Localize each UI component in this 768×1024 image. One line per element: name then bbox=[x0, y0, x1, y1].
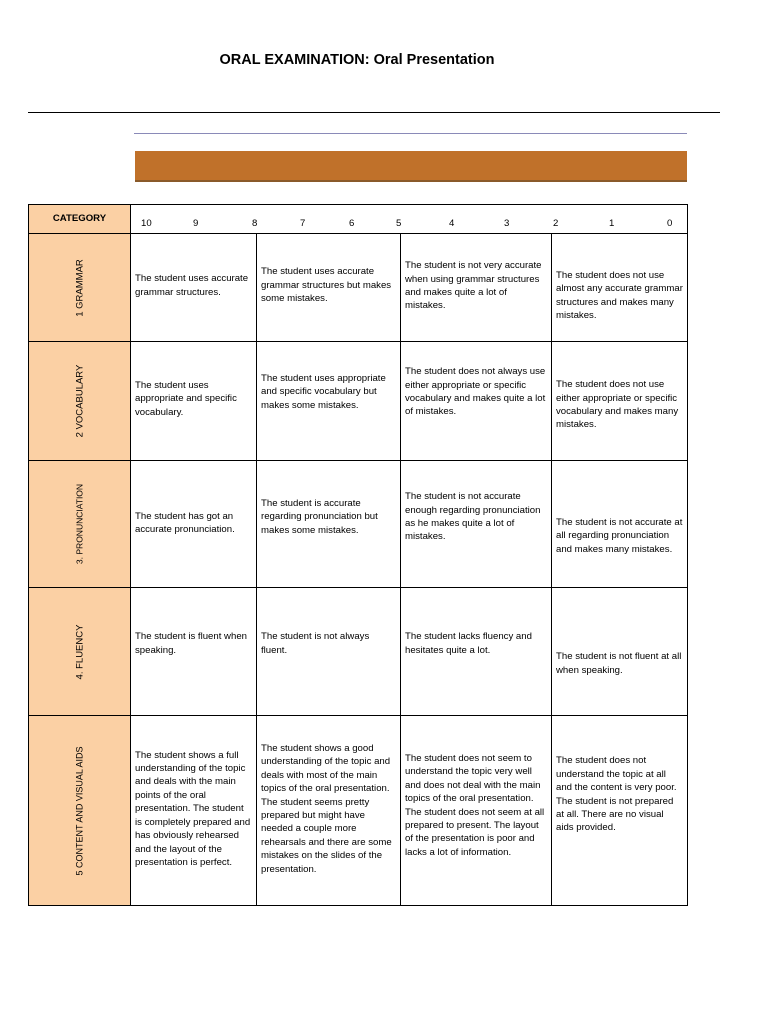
score-4: 4 bbox=[449, 218, 455, 229]
rubric-table bbox=[28, 204, 688, 906]
descriptor-cell: The student shows a full understanding of the topic and deals with the main points of the oral presentation. The student is completely prepared and has obviously rehearsed and the layout of the presentation is perfect. bbox=[131, 716, 257, 906]
score-6: 6 bbox=[349, 218, 355, 229]
descriptor-cell: The student does not always use either appropriate or specific vocabulary and makes quite a lot of mistakes. bbox=[401, 342, 552, 461]
score-1: 1 bbox=[609, 218, 615, 229]
score-3: 3 bbox=[504, 218, 510, 229]
category-label: 5 CONTENT AND VISUAL AIDS bbox=[73, 745, 84, 876]
descriptor-cell: The student has got an accurate pronunciation. bbox=[131, 461, 257, 588]
rubric-row-pronunciation bbox=[29, 461, 688, 588]
score-7: 7 bbox=[300, 218, 306, 229]
top-divider bbox=[28, 112, 720, 113]
descriptor-cell: The student uses appropriate and specific vocabulary but makes some mistakes. bbox=[257, 342, 401, 461]
descriptor-cell: The student is not always fluent. bbox=[257, 588, 401, 716]
descriptor-cell: The student is not fluent at all when speaking. bbox=[552, 588, 688, 716]
category-cell bbox=[29, 234, 131, 342]
category-label: 2 VOCABULARY bbox=[73, 364, 85, 438]
rubric-row-content bbox=[29, 716, 688, 906]
score-10: 10 bbox=[141, 218, 152, 229]
descriptor-cell: The student uses accurate grammar structures but makes some mistakes. bbox=[257, 234, 401, 342]
rubric-row-fluency bbox=[29, 588, 688, 716]
descriptor-cell: The student does not use either appropriate or specific vocabulary and makes many mistakes. bbox=[552, 342, 688, 461]
category-cell bbox=[29, 342, 131, 461]
descriptor-cell: The student is fluent when speaking. bbox=[131, 588, 257, 716]
descriptor-cell: The student is accurate regarding pronunciation but makes some mistakes. bbox=[257, 461, 401, 588]
page-title: ORAL EXAMINATION: Oral Presentation bbox=[219, 52, 495, 68]
category-cell bbox=[29, 461, 131, 588]
score-2: 2 bbox=[553, 218, 559, 229]
descriptor-cell: The student is not very accurate when using grammar structures and makes quite a lot of mistakes. bbox=[401, 234, 552, 342]
descriptor-cell: The student is not accurate enough regarding pronunciation as he makes quite a lot of mistakes. bbox=[401, 461, 552, 588]
score-9: 9 bbox=[193, 218, 199, 229]
category-header: CATEGORY bbox=[29, 205, 131, 234]
descriptor-cell: The student lacks fluency and hesitates quite a lot. bbox=[401, 588, 552, 716]
descriptor-cell: The student does not use almost any accurate grammar structures and makes many mistakes. bbox=[552, 234, 688, 342]
rubric-row-grammar bbox=[29, 234, 688, 342]
descriptor-cell: The student does not understand the topic at all and the content is very poor. The student is not prepared at all. There are no visual aids provided. bbox=[552, 716, 688, 906]
category-label: 1 GRAMMAR bbox=[73, 258, 85, 317]
score-5: 5 bbox=[396, 218, 402, 229]
category-label: 4. FLUENCY bbox=[73, 624, 85, 679]
descriptor-cell: The student uses appropriate and specific vocabulary. bbox=[131, 342, 257, 461]
descriptor-cell: The student uses accurate grammar structures. bbox=[131, 234, 257, 342]
score-scale bbox=[131, 205, 688, 234]
rubric-row-vocabulary bbox=[29, 342, 688, 461]
score-0: 0 bbox=[667, 218, 673, 229]
category-label: 3. PRONUNCIATION bbox=[73, 483, 84, 565]
score-8: 8 bbox=[252, 218, 258, 229]
descriptor-cell: The student shows a good understanding of the topic and deals with most of the main topics of the oral presentation. The student seems pretty prepared but might have needed a couple more rehearsals and there are some mistakes on the slides of the presentation. bbox=[257, 716, 401, 906]
category-cell bbox=[29, 716, 131, 906]
descriptor-cell: The student does not seem to understand the topic very well and does not deal with the main topics of the oral presentation. The student does not seem at all prepared to present. The layout of the presentation is poor and lacks a lot of information. bbox=[401, 716, 552, 906]
header-row bbox=[29, 205, 688, 234]
header-band bbox=[135, 151, 687, 182]
category-cell bbox=[29, 588, 131, 716]
descriptor-cell: The student is not accurate at all regarding pronunciation and makes many mistakes. bbox=[552, 461, 688, 588]
blue-divider bbox=[134, 133, 687, 134]
